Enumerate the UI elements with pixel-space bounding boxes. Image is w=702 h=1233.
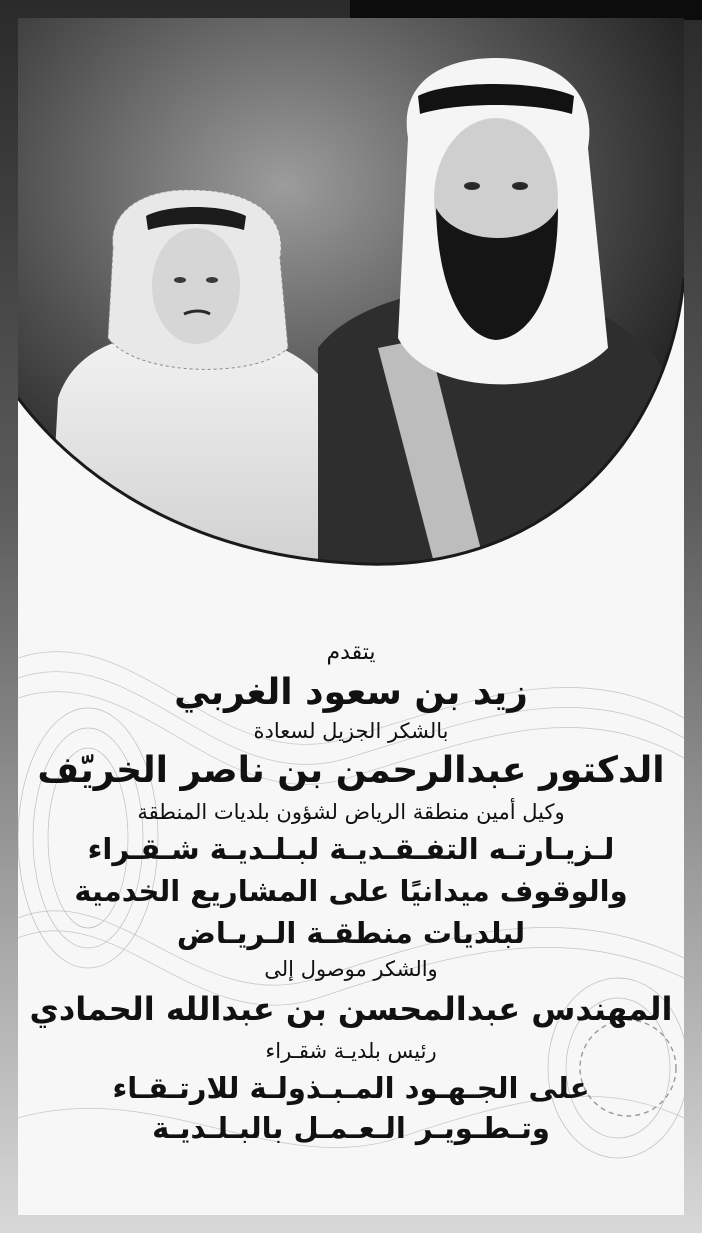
thanks-text: بالشكر الجزيل لسعادة xyxy=(253,719,449,743)
ad-text xyxy=(18,636,684,1148)
extended-thanks: والشكر موصول إلى xyxy=(264,957,438,981)
closing-line-2: وتـطـويـر الـعـمـل بالبـلـديـة xyxy=(152,1111,550,1145)
intro-text: يتقدم xyxy=(326,640,376,665)
reason-line-3: لبلديات منطقـة الـريـاض xyxy=(176,916,526,950)
ad-card xyxy=(18,18,684,1215)
reason-line-1: لـزيـارتـه التفـقـديـة لبـلـديـة شـقـراء xyxy=(87,832,615,866)
engineer-title: رئيس بلديـة شقـراء xyxy=(265,1039,437,1063)
portrait-photo xyxy=(18,18,684,578)
reason-line-2: والوقوف ميدانيًا على المشاريع الخدمية xyxy=(74,874,628,908)
closing-line-1: على الجـهـود المـبـذولـة للارتـقـاء xyxy=(112,1071,590,1105)
honoree-title: وكيل أمين منطقة الرياض لشؤون بلديات المنطقة xyxy=(137,800,565,824)
frame-corner xyxy=(350,0,702,20)
honoree-name: الدكتور عبدالرحمن بن ناصر الخريّف xyxy=(37,750,665,791)
engineer-name: المهندس عبدالمحسن بن عبدالله الحمادي xyxy=(29,990,673,1028)
sender-name: زيد بن سعود الغربي xyxy=(174,672,528,713)
